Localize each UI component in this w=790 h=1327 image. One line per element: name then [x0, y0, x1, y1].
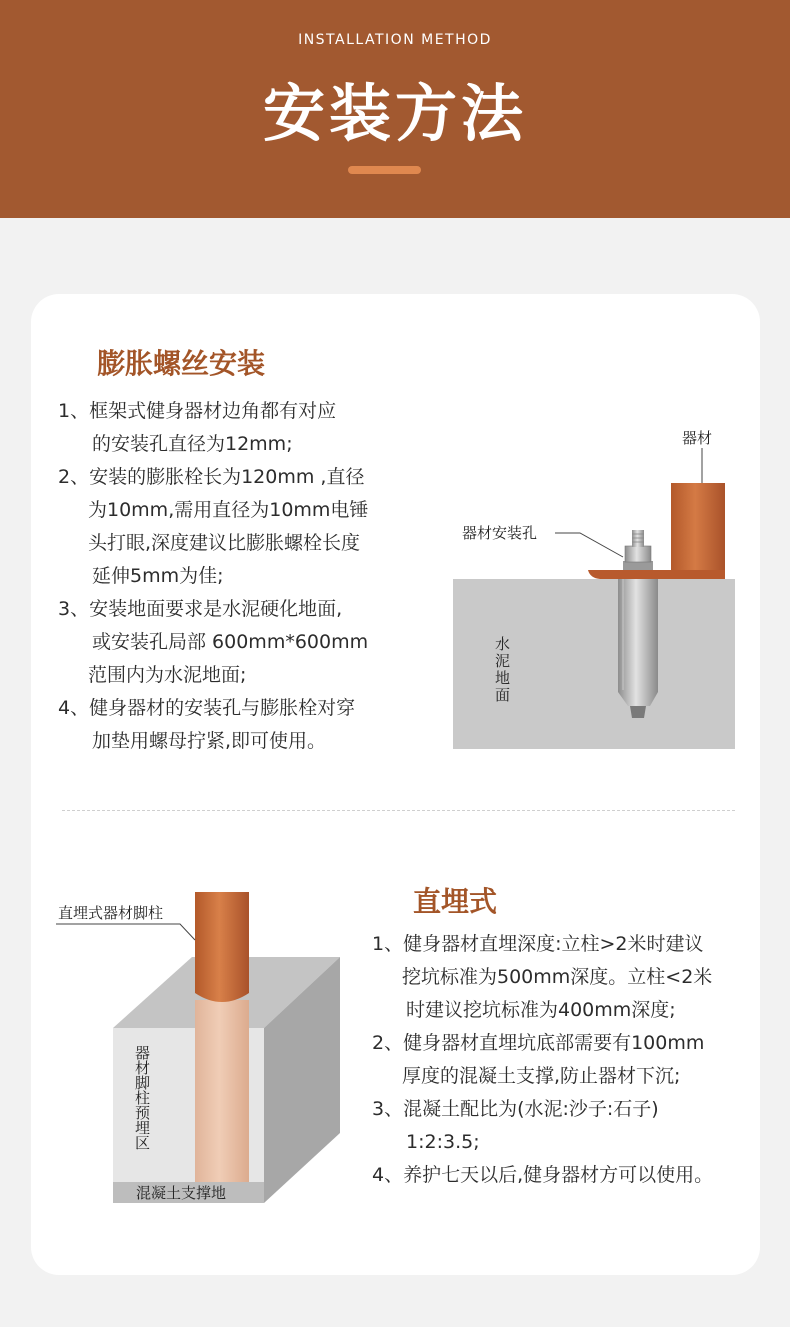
- list-item-line: 1、框架式健身器材边角都有对应: [58, 400, 337, 422]
- list-item: [372, 1027, 713, 1093]
- list-item: [372, 1159, 713, 1192]
- mounting-flange: [588, 570, 725, 579]
- label-embed-zone: 器材脚柱预埋区: [133, 1045, 151, 1150]
- leader-line: [555, 533, 623, 557]
- direct-burial-diagram: [50, 885, 360, 1225]
- list-item-line: 加垫用螺母拧紧,即可使用。: [92, 730, 327, 752]
- embedded-post: [195, 1000, 249, 1182]
- bolt-wedge: [630, 706, 646, 718]
- list-item-line: 3、混凝土配比为(水泥:沙子:石子): [372, 1098, 659, 1120]
- list-item-line: 2、健身器材直埋坑底部需要有100mm: [372, 1032, 705, 1054]
- list-item-line: 延伸5mm为佳;: [92, 565, 224, 587]
- list-item-line: 时建议挖坑标准为400mm深度;: [406, 999, 676, 1021]
- section-divider: [62, 810, 735, 811]
- label-concrete-base: 混凝土支撑地: [136, 1184, 227, 1202]
- list-item-line: 范围内为水泥地面;: [88, 664, 247, 686]
- list-item-line: 的安装孔直径为12mm;: [92, 433, 293, 455]
- page-title: 安装方法: [262, 77, 527, 150]
- list-item-line: 1:2:3.5;: [406, 1131, 480, 1153]
- expansion-bolt-steps: [58, 395, 368, 758]
- label-mounting-hole: 器材安装孔: [462, 524, 538, 542]
- washer: [623, 561, 653, 570]
- list-item-line: 头打眼,深度建议比膨胀螺栓长度: [88, 532, 361, 554]
- header-accent-bar: [348, 166, 421, 174]
- list-item: [58, 461, 368, 593]
- label-equipment: 器材: [682, 429, 713, 447]
- list-item-line: 1、健身器材直埋深度:立柱>2米时建议: [372, 933, 704, 955]
- bolt-shank: [618, 570, 658, 692]
- list-item-line: 4、健身器材的安装孔与膨胀栓对穿: [58, 697, 356, 719]
- list-item-line: 2、安装的膨胀栓长为120mm ,直径: [58, 466, 365, 488]
- leader-line: [56, 924, 195, 940]
- list-item-line: 或安装孔局部 600mm*600mm: [92, 631, 369, 653]
- bolt-thread: [632, 530, 644, 547]
- label-buried-post: 直埋式器材脚柱: [58, 904, 164, 922]
- list-item: [372, 1093, 713, 1159]
- list-item: [58, 395, 368, 461]
- list-item-line: 3、安装地面要求是水泥硬化地面,: [58, 598, 343, 620]
- list-item-line: 挖坑标准为500mm深度。立柱<2米: [402, 966, 713, 988]
- expansion-bolt-diagram: [440, 420, 750, 760]
- equipment-post: [195, 892, 249, 1002]
- list-item: [58, 692, 368, 758]
- header-subtitle: INSTALLATION METHOD: [298, 32, 492, 48]
- nut: [625, 546, 651, 562]
- header-banner: [0, 0, 790, 218]
- list-item-line: 为10mm,需用直径为10mm电锤: [88, 499, 369, 521]
- list-item: [58, 593, 368, 692]
- section-title-expansion-bolt: 膨胀螺丝安装: [97, 347, 266, 380]
- direct-burial-steps: [372, 928, 713, 1192]
- list-item-line: 4、养护七天以后,健身器材方可以使用。: [372, 1164, 714, 1186]
- label-cement-ground: 水泥地面: [493, 636, 511, 704]
- section-title-direct-burial: 直埋式: [413, 885, 498, 918]
- list-item: [372, 928, 713, 1027]
- list-item-line: 厚度的混凝土支撑,防止器材下沉;: [402, 1065, 681, 1087]
- equipment-post: [671, 483, 725, 579]
